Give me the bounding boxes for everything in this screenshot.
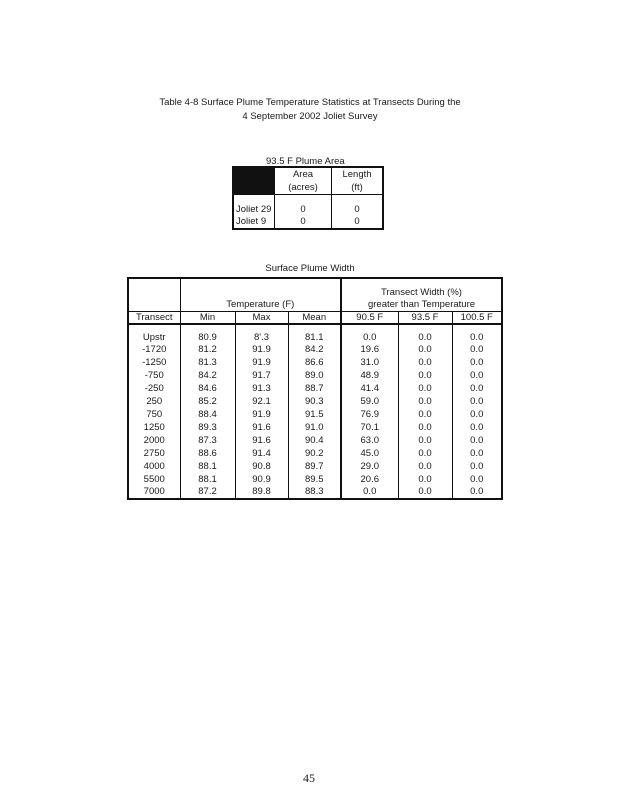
corner-cell bbox=[128, 278, 180, 298]
area-header: Area bbox=[275, 167, 332, 181]
min-cell: 84.2 bbox=[180, 369, 235, 382]
mean-cell: 88.3 bbox=[288, 486, 341, 499]
table-row bbox=[128, 447, 502, 460]
transect-cell: 1250 bbox=[128, 421, 180, 434]
width-90-5-cell: 31.0 bbox=[341, 356, 398, 369]
transect-cell: Upstr bbox=[128, 324, 180, 343]
width-90-5-cell: 59.0 bbox=[341, 395, 398, 408]
max-cell: 91.4 bbox=[235, 447, 288, 460]
min-cell: 88.4 bbox=[180, 408, 235, 421]
plume-width-title: Surface Plume Width bbox=[265, 263, 355, 274]
mean-cell: 86.6 bbox=[288, 356, 341, 369]
transect-cell: 5500 bbox=[128, 473, 180, 486]
min-cell: 88.1 bbox=[180, 460, 235, 473]
table-row bbox=[128, 382, 502, 395]
width-100-5-cell: 0.0 bbox=[452, 473, 502, 486]
caption-line-2: 4 September 2002 Joliet Survey bbox=[242, 111, 378, 122]
width-93-5-cell: 0.0 bbox=[398, 486, 452, 499]
width-90-5-cell: 45.0 bbox=[341, 447, 398, 460]
max-cell: 89.8 bbox=[235, 486, 288, 499]
width-93-5-cell: 0.0 bbox=[398, 324, 452, 343]
width-100-5-cell: 0.0 bbox=[452, 343, 502, 356]
table-row bbox=[128, 369, 502, 382]
width-100-5-cell: 0.0 bbox=[452, 447, 502, 460]
width-100-5-cell: 0.0 bbox=[452, 382, 502, 395]
temperature-spacer bbox=[180, 278, 341, 298]
mean-cell: 84.2 bbox=[288, 343, 341, 356]
width-90-5-cell: 70.1 bbox=[341, 421, 398, 434]
min-cell: 87.2 bbox=[180, 486, 235, 499]
col-max: Max bbox=[235, 311, 288, 324]
width-100-5-cell: 0.0 bbox=[452, 460, 502, 473]
plume-width-table bbox=[127, 277, 503, 500]
width-93-5-cell: 0.0 bbox=[398, 460, 452, 473]
table-row bbox=[128, 473, 502, 486]
table-row bbox=[128, 395, 502, 408]
table-row bbox=[128, 356, 502, 369]
width-100-5-cell: 0.0 bbox=[452, 434, 502, 447]
min-cell: 81.3 bbox=[180, 356, 235, 369]
width-93-5-cell: 0.0 bbox=[398, 408, 452, 421]
transect-cell: -750 bbox=[128, 369, 180, 382]
width-90-5-cell: 0.0 bbox=[341, 324, 398, 343]
min-cell: 81.2 bbox=[180, 343, 235, 356]
max-cell: 90.9 bbox=[235, 473, 288, 486]
max-cell: 92.1 bbox=[235, 395, 288, 408]
plume-row-name: Joliet 9 bbox=[233, 215, 275, 229]
width-90-5-cell: 19.6 bbox=[341, 343, 398, 356]
max-cell: 91.9 bbox=[235, 408, 288, 421]
col-mean: Mean bbox=[288, 311, 341, 324]
mean-cell: 91.0 bbox=[288, 421, 341, 434]
table-row bbox=[128, 343, 502, 356]
table-row bbox=[128, 408, 502, 421]
caption-line-1: Table 4-8 Surface Plume Temperature Statistics at Transects During the bbox=[159, 97, 461, 108]
min-cell: 88.1 bbox=[180, 473, 235, 486]
width-93-5-cell: 0.0 bbox=[398, 421, 452, 434]
width-93-5-cell: 0.0 bbox=[398, 473, 452, 486]
width-100-5-cell: 0.0 bbox=[452, 421, 502, 434]
min-cell: 80.9 bbox=[180, 324, 235, 343]
width-100-5-cell: 0.0 bbox=[452, 395, 502, 408]
max-cell: 91.9 bbox=[235, 343, 288, 356]
plume-row-name: Joliet 29 bbox=[233, 195, 275, 215]
greater-than-header: greater than Temperature bbox=[341, 298, 502, 311]
max-cell: 91.6 bbox=[235, 434, 288, 447]
plume-row-area: 0 bbox=[275, 215, 332, 229]
table-row bbox=[128, 460, 502, 473]
width-90-5-cell: 0.0 bbox=[341, 486, 398, 499]
mean-cell: 89.5 bbox=[288, 473, 341, 486]
width-100-5-cell: 0.0 bbox=[452, 356, 502, 369]
col-90-5: 90.5 F bbox=[341, 311, 398, 324]
width-90-5-cell: 41.4 bbox=[341, 382, 398, 395]
table-row bbox=[128, 421, 502, 434]
mean-cell: 90.4 bbox=[288, 434, 341, 447]
col-93-5: 93.5 F bbox=[398, 311, 452, 324]
blank-cell bbox=[128, 298, 180, 311]
width-90-5-cell: 48.9 bbox=[341, 369, 398, 382]
width-93-5-cell: 0.0 bbox=[398, 343, 452, 356]
width-90-5-cell: 29.0 bbox=[341, 460, 398, 473]
max-cell: 91.9 bbox=[235, 356, 288, 369]
col-100-5: 100.5 F bbox=[452, 311, 502, 324]
plume-row-length: 0 bbox=[332, 215, 384, 229]
width-100-5-cell: 0.0 bbox=[452, 486, 502, 499]
mean-cell: 90.3 bbox=[288, 395, 341, 408]
width-93-5-cell: 0.0 bbox=[398, 447, 452, 460]
mean-cell: 89.7 bbox=[288, 460, 341, 473]
mean-cell: 91.5 bbox=[288, 408, 341, 421]
plume-area-table bbox=[232, 166, 384, 230]
min-cell: 88.6 bbox=[180, 447, 235, 460]
width-90-5-cell: 76.9 bbox=[341, 408, 398, 421]
black-cell bbox=[233, 167, 275, 195]
width-93-5-cell: 0.0 bbox=[398, 395, 452, 408]
length-header: Length bbox=[332, 167, 384, 181]
max-cell: 91.6 bbox=[235, 421, 288, 434]
page-number: 45 bbox=[303, 771, 315, 785]
transect-cell: 750 bbox=[128, 408, 180, 421]
max-cell: 91.7 bbox=[235, 369, 288, 382]
plume-row-area: 0 bbox=[275, 195, 332, 215]
max-cell: 90.8 bbox=[235, 460, 288, 473]
transect-cell: -1720 bbox=[128, 343, 180, 356]
min-cell: 87.3 bbox=[180, 434, 235, 447]
table-row bbox=[128, 324, 502, 343]
table-row bbox=[128, 486, 502, 499]
max-cell: 8'.3 bbox=[235, 324, 288, 343]
min-cell: 85.2 bbox=[180, 395, 235, 408]
transect-cell: 7000 bbox=[128, 486, 180, 499]
transect-cell: 250 bbox=[128, 395, 180, 408]
table-row bbox=[128, 434, 502, 447]
width-93-5-cell: 0.0 bbox=[398, 356, 452, 369]
area-unit: (acres) bbox=[275, 181, 332, 195]
min-cell: 84.6 bbox=[180, 382, 235, 395]
transect-cell: 2750 bbox=[128, 447, 180, 460]
plume-area-title: 93.5 F Plume Area bbox=[266, 156, 345, 167]
transect-cell: -1250 bbox=[128, 356, 180, 369]
width-90-5-cell: 63.0 bbox=[341, 434, 398, 447]
length-unit: (ft) bbox=[332, 181, 384, 195]
col-min: Min bbox=[180, 311, 235, 324]
width-100-5-cell: 0.0 bbox=[452, 369, 502, 382]
mean-cell: 88.7 bbox=[288, 382, 341, 395]
plume-row-length: 0 bbox=[332, 195, 384, 215]
mean-cell: 81.1 bbox=[288, 324, 341, 343]
width-93-5-cell: 0.0 bbox=[398, 382, 452, 395]
transect-cell: 4000 bbox=[128, 460, 180, 473]
transect-width-header: Transect Width (%) bbox=[341, 278, 502, 298]
width-100-5-cell: 0.0 bbox=[452, 408, 502, 421]
table-caption bbox=[100, 96, 520, 124]
transect-cell: 2000 bbox=[128, 434, 180, 447]
width-100-5-cell: 0.0 bbox=[452, 324, 502, 343]
mean-cell: 90.2 bbox=[288, 447, 341, 460]
width-90-5-cell: 20.6 bbox=[341, 473, 398, 486]
width-93-5-cell: 0.0 bbox=[398, 369, 452, 382]
max-cell: 91.3 bbox=[235, 382, 288, 395]
transect-cell: -250 bbox=[128, 382, 180, 395]
col-transect: Transect bbox=[128, 311, 180, 324]
min-cell: 89.3 bbox=[180, 421, 235, 434]
temperature-header: Temperature (F) bbox=[180, 298, 341, 311]
mean-cell: 89.0 bbox=[288, 369, 341, 382]
width-93-5-cell: 0.0 bbox=[398, 434, 452, 447]
